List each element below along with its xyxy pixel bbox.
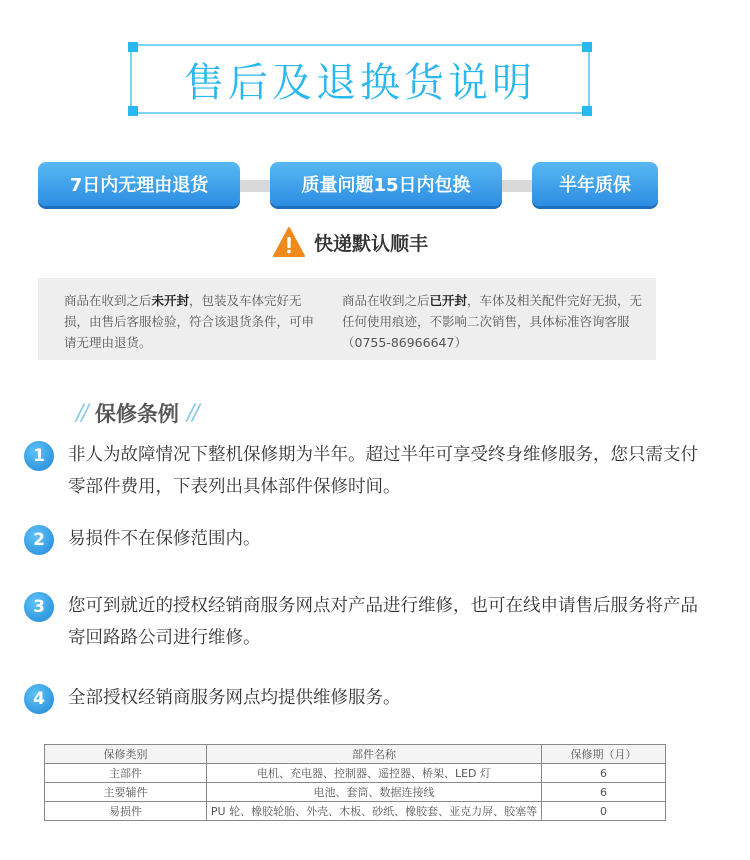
policy-badge-return: 7日内无理由退货 — [38, 162, 240, 206]
frame-corner — [128, 106, 138, 116]
note-text: 商品在收到之后 — [342, 293, 430, 308]
unopened-condition — [64, 290, 314, 353]
page-title: 售后及退换货说明 — [184, 59, 536, 106]
slash-decoration: // — [76, 400, 87, 426]
table-cell: PU 轮、橡胶轮胎、外壳、木板、砂纸、橡胶套、亚克力屏、胶塞等 — [207, 802, 542, 821]
term-text: 您可到就近的授权经销商服务网点对产品进行维修，也可在线申请售后服务将产品寄回路路公司进行维修。 — [68, 596, 698, 648]
table-cell: 易损件 — [45, 802, 207, 821]
table-header: 保修期（月） — [542, 745, 666, 764]
number-badge: 1 — [24, 441, 54, 471]
table-row — [45, 764, 666, 783]
table-cell: 6 — [542, 764, 666, 783]
table-cell: 电池、套筒、数据连接线 — [207, 783, 542, 802]
policy-badge-warranty: 半年质保 — [532, 162, 658, 206]
opened-condition — [342, 290, 652, 353]
return-conditions-panel — [38, 278, 656, 360]
number-badge: 2 — [24, 525, 54, 555]
term-item — [24, 592, 708, 654]
term-text: 非人为故障情况下整机保修期为半年。超过半年可享受终身维修服务，您只需支付零部件费用，下表列出具体部件保修时间。 — [68, 445, 698, 497]
frame-corner — [128, 42, 138, 52]
term-item — [24, 441, 708, 503]
table-cell: 主部件 — [45, 764, 207, 783]
number-badge: 3 — [24, 592, 54, 622]
term-text: 全部授权经销商服务网点均提供维修服务。 — [68, 688, 401, 708]
table-cell: 主要辅件 — [45, 783, 207, 802]
section-heading — [76, 398, 198, 428]
frame-corner — [582, 106, 592, 116]
policy-badge-exchange: 质量问题15日内包换 — [270, 162, 502, 206]
slash-decoration: // — [186, 400, 198, 426]
table-cell: 电机、充电器、控制器、遥控器、桥架、LED 灯 — [207, 764, 542, 783]
frame-corner — [582, 42, 592, 52]
table-cell: 6 — [542, 783, 666, 802]
number-badge: 4 — [24, 684, 54, 714]
table-header: 保修类别 — [45, 745, 207, 764]
warranty-table — [44, 744, 666, 821]
page-title-frame — [130, 44, 590, 114]
term-item — [24, 684, 708, 714]
term-text: 易损件不在保修范围内。 — [68, 529, 261, 549]
table-row — [45, 783, 666, 802]
note-emphasis: 未开封 — [151, 293, 190, 308]
table-header-row — [45, 745, 666, 764]
note-text: ，包装及车体完好无损，由售后客服检验，符合该退货条件，可申请无理由退货。 — [64, 293, 315, 350]
courier-notice — [272, 226, 428, 258]
section-title: 保修条例 — [94, 402, 179, 426]
note-text: ，车体及相关配件完好无损，无任何使用痕迹，不影响二次销售，具体标准咨询客服（0755-86966647） — [342, 293, 643, 350]
table-cell: 0 — [542, 802, 666, 821]
warning-icon — [272, 226, 306, 258]
term-item — [24, 525, 708, 555]
note-text: 商品在收到之后 — [64, 293, 152, 308]
courier-text: 快递默认顺丰 — [314, 232, 429, 255]
table-row — [45, 802, 666, 821]
note-emphasis: 已开封 — [429, 293, 468, 308]
table-header: 部件名称 — [207, 745, 542, 764]
